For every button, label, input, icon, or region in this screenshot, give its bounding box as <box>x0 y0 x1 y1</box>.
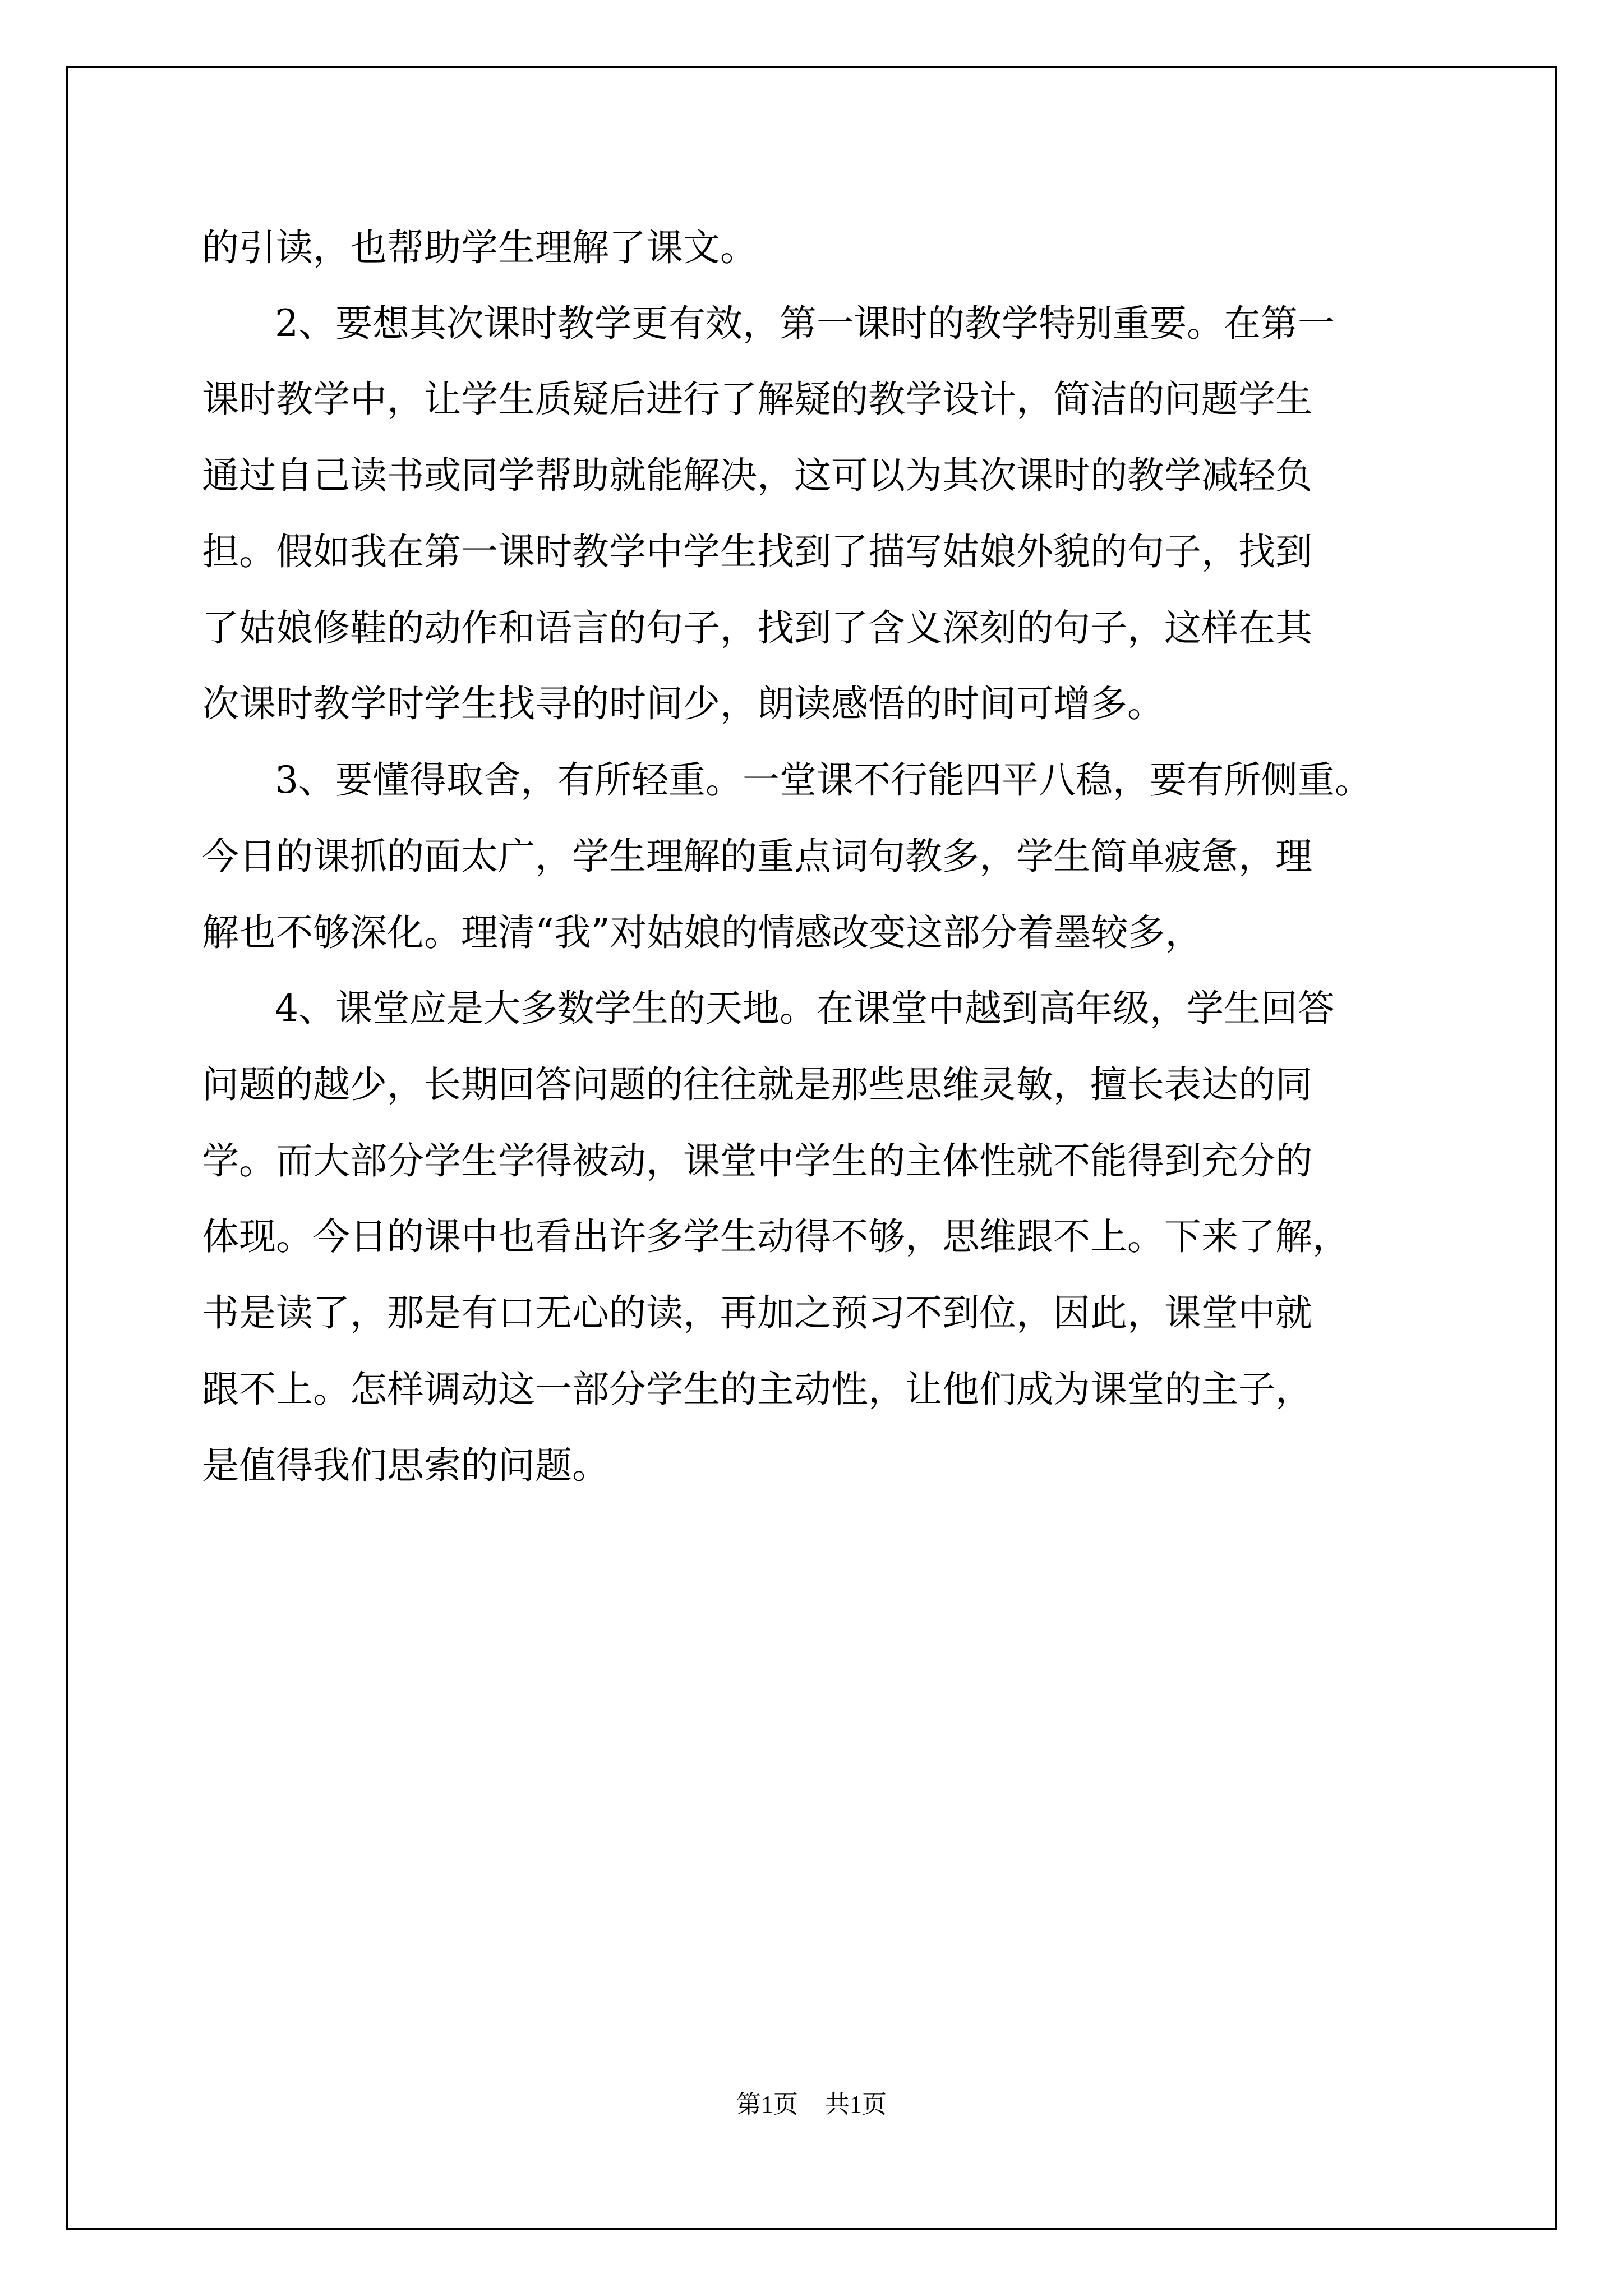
text-line: 今日的课抓的面太广，学生理解的重点词句教多，学生简单疲惫，理 <box>202 835 1312 878</box>
text-line: 担。假如我在第一课时教学中学生找到了描写姑娘外貌的句子，找到 <box>202 530 1312 573</box>
page-footer <box>0 2088 1623 2122</box>
page-total: 共1页 <box>825 2091 887 2118</box>
text-line: 问题的越少，长期回答问题的往往就是那些思维灵敏，擅长表达的同 <box>202 1063 1312 1106</box>
text-line: 课时教学中，让学生质疑后进行了解疑的教学设计，简洁的问题学生 <box>202 378 1312 421</box>
text-line: 学。而大部分学生学得被动，课堂中学生的主体性就不能得到充分的 <box>202 1139 1312 1182</box>
text-line: 的引读，也帮助学生理解了课文。 <box>202 226 757 269</box>
text-line: 跟不上。怎样调动这一部分学生的主动性，让他们成为课堂的主子， <box>202 1368 1312 1411</box>
text-line: 次课时教学时学生找寻的时间少，朗读感悟的时间可增多。 <box>202 682 1164 725</box>
text-line: 了姑娘修鞋的动作和语言的句子，找到了含义深刻的句子，这样在其 <box>202 606 1312 650</box>
text-line: 书是读了，那是有口无心的读，再加之预习不到位，因此，课堂中就 <box>202 1291 1312 1335</box>
text-line: 体现。今日的课中也看出许多学生动得不够，思维跟不上。下来了解， <box>202 1215 1349 1258</box>
text-line: 通过自己读书或同学帮助就能解决，这可以为其次课时的教学减轻负 <box>202 454 1312 497</box>
page-current: 第1页 <box>736 2091 798 2118</box>
text-line: 4、课堂应是大多数学生的天地。在课堂中越到高年级，学生回答 <box>275 987 1335 1030</box>
text-line: 是值得我们思索的问题。 <box>202 1444 609 1487</box>
text-line: 2、要想其次课时教学更有效，第一课时的教学特别重要。在第一 <box>275 302 1335 345</box>
text-line: 解也不够深化。理清“我”对姑娘的情感改变这部分着墨较多， <box>202 911 1202 954</box>
text-line: 3、要懂得取舍，有所轻重。一堂课不行能四平八稳，要有所侧重。 <box>275 758 1372 802</box>
